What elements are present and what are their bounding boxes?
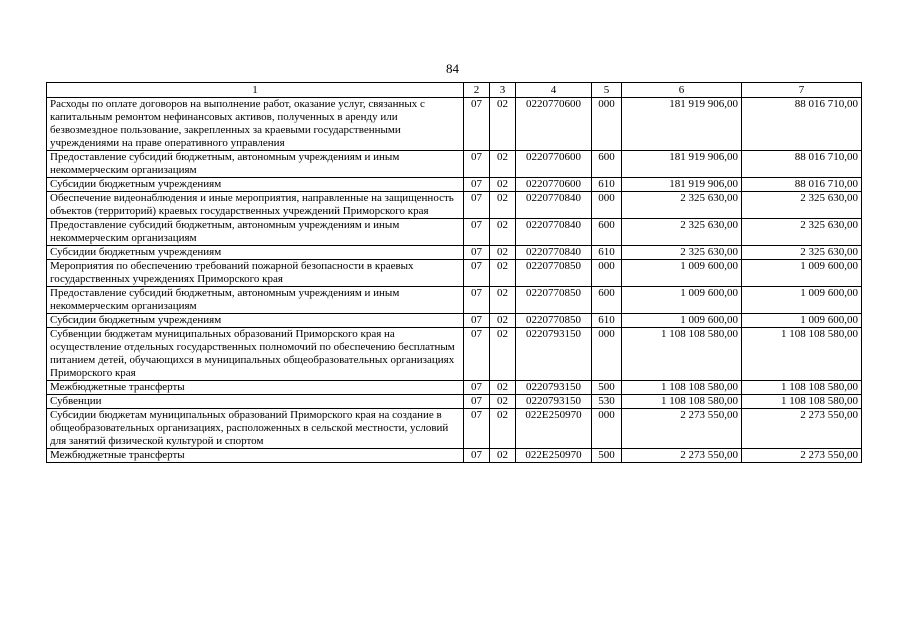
- table-row: [47, 287, 862, 314]
- row-section: 07: [464, 395, 490, 409]
- row-section: 07: [464, 219, 490, 246]
- row-name: Межбюджетные трансферты: [47, 381, 464, 395]
- row-amount-col6: 1 009 600,00: [622, 260, 742, 287]
- header-row: [47, 83, 862, 98]
- row-target-code: 022E250970: [516, 409, 592, 449]
- row-subsection: 02: [490, 246, 516, 260]
- table-row: [47, 219, 862, 246]
- row-subsection: 02: [490, 381, 516, 395]
- row-amount-col7: 88 016 710,00: [742, 178, 862, 192]
- table-row: [47, 260, 862, 287]
- row-target-code: 0220793150: [516, 328, 592, 381]
- row-section: 07: [464, 449, 490, 463]
- row-target-code: 0220770850: [516, 314, 592, 328]
- row-amount-col6: 181 919 906,00: [622, 178, 742, 192]
- table-row: [47, 449, 862, 463]
- row-target-code: 0220770600: [516, 178, 592, 192]
- row-target-code: 0220793150: [516, 395, 592, 409]
- row-subsection: 02: [490, 151, 516, 178]
- row-amount-col7: 88 016 710,00: [742, 98, 862, 151]
- row-expense-type: 530: [592, 395, 622, 409]
- row-amount-col7: 2 325 630,00: [742, 192, 862, 219]
- row-name: Предоставление субсидий бюджетным, автономным учреждениям и иным некоммерческим организациям: [47, 219, 464, 246]
- row-section: 07: [464, 192, 490, 219]
- row-subsection: 02: [490, 98, 516, 151]
- row-section: 07: [464, 287, 490, 314]
- table-row: [47, 98, 862, 151]
- header-col-4: 4: [516, 83, 592, 98]
- row-expense-type: 610: [592, 246, 622, 260]
- row-expense-type: 000: [592, 192, 622, 219]
- header-col-3: 3: [490, 83, 516, 98]
- row-target-code: 0220770600: [516, 98, 592, 151]
- row-amount-col7: 2 273 550,00: [742, 409, 862, 449]
- row-target-code: 0220770600: [516, 151, 592, 178]
- row-expense-type: 000: [592, 409, 622, 449]
- row-amount-col6: 1 108 108 580,00: [622, 381, 742, 395]
- row-amount-col6: 2 273 550,00: [622, 409, 742, 449]
- row-subsection: 02: [490, 192, 516, 219]
- row-name: Субвенции бюджетам муниципальных образований Приморского края на осуществление отдельных государственных полномочий по обеспечению бесплатным питанием детей, обучающихся в муниципальных общеобразовательных организациях Приморского края: [47, 328, 464, 381]
- row-amount-col7: 1 009 600,00: [742, 314, 862, 328]
- row-name: Мероприятия по обеспечению требований пожарной безопасности в краевых государственных учреждениях Приморского края: [47, 260, 464, 287]
- row-section: 07: [464, 246, 490, 260]
- row-amount-col6: 2 325 630,00: [622, 246, 742, 260]
- row-amount-col7: 1 009 600,00: [742, 287, 862, 314]
- row-name: Расходы по оплате договоров на выполнение работ, оказание услуг, связанных с капитальным ремонтом нефинансовых активов, полученных в аренду или безвозмездное пользование, закрепленных за краевыми государственными учреждениями на праве оперативного управления: [47, 98, 464, 151]
- row-amount-col6: 1 108 108 580,00: [622, 328, 742, 381]
- table-row: [47, 192, 862, 219]
- row-target-code: 0220770850: [516, 287, 592, 314]
- table-row: [47, 381, 862, 395]
- row-expense-type: 600: [592, 219, 622, 246]
- row-name: Межбюджетные трансферты: [47, 449, 464, 463]
- row-subsection: 02: [490, 178, 516, 192]
- row-section: 07: [464, 260, 490, 287]
- table-row: [47, 328, 862, 381]
- row-expense-type: 000: [592, 260, 622, 287]
- row-name: Предоставление субсидий бюджетным, автономным учреждениям и иным некоммерческим организациям: [47, 151, 464, 178]
- page-number: 84: [446, 61, 459, 76]
- row-target-code: 0220770840: [516, 246, 592, 260]
- table-row: [47, 246, 862, 260]
- row-amount-col7: 2 273 550,00: [742, 449, 862, 463]
- row-amount-col6: 1 009 600,00: [622, 287, 742, 314]
- row-name: Субсидии бюджетам муниципальных образований Приморского края на создание в общеобразовательных организациях, расположенных в сельской местности, условий для занятий физической культурой и спортом: [47, 409, 464, 449]
- header-col-1: 1: [47, 83, 464, 98]
- row-expense-type: 500: [592, 449, 622, 463]
- row-amount-col7: 1 108 108 580,00: [742, 381, 862, 395]
- table-row: [47, 409, 862, 449]
- row-subsection: 02: [490, 449, 516, 463]
- row-amount-col6: 2 325 630,00: [622, 192, 742, 219]
- row-subsection: 02: [490, 409, 516, 449]
- row-amount-col7: 88 016 710,00: [742, 151, 862, 178]
- row-amount-col6: 1 108 108 580,00: [622, 395, 742, 409]
- row-amount-col6: 181 919 906,00: [622, 98, 742, 151]
- row-subsection: 02: [490, 260, 516, 287]
- row-subsection: 02: [490, 314, 516, 328]
- row-target-code: 0220793150: [516, 381, 592, 395]
- row-name: Предоставление субсидий бюджетным, автономным учреждениям и иным некоммерческим организациям: [47, 287, 464, 314]
- row-expense-type: 610: [592, 314, 622, 328]
- row-amount-col7: 2 325 630,00: [742, 246, 862, 260]
- row-section: 07: [464, 328, 490, 381]
- row-amount-col7: 1 009 600,00: [742, 260, 862, 287]
- row-expense-type: 600: [592, 151, 622, 178]
- row-name: Субвенции: [47, 395, 464, 409]
- row-subsection: 02: [490, 395, 516, 409]
- row-target-code: 022E250970: [516, 449, 592, 463]
- row-subsection: 02: [490, 219, 516, 246]
- row-expense-type: 000: [592, 328, 622, 381]
- row-expense-type: 000: [592, 98, 622, 151]
- row-target-code: 0220770840: [516, 192, 592, 219]
- header-col-2: 2: [464, 83, 490, 98]
- header-col-5: 5: [592, 83, 622, 98]
- row-expense-type: 610: [592, 178, 622, 192]
- table-row: [47, 395, 862, 409]
- row-amount-col7: 2 325 630,00: [742, 219, 862, 246]
- row-name: Субсидии бюджетным учреждениям: [47, 314, 464, 328]
- row-section: 07: [464, 178, 490, 192]
- row-name: Субсидии бюджетным учреждениям: [47, 246, 464, 260]
- row-section: 07: [464, 409, 490, 449]
- row-target-code: 0220770840: [516, 219, 592, 246]
- row-section: 07: [464, 151, 490, 178]
- table-row: [47, 314, 862, 328]
- table-row: [47, 151, 862, 178]
- row-amount-col6: 2 325 630,00: [622, 219, 742, 246]
- row-expense-type: 500: [592, 381, 622, 395]
- header-col-7: 7: [742, 83, 862, 98]
- header-col-6: 6: [622, 83, 742, 98]
- row-amount-col7: 1 108 108 580,00: [742, 328, 862, 381]
- row-amount-col7: 1 108 108 580,00: [742, 395, 862, 409]
- row-subsection: 02: [490, 328, 516, 381]
- row-name: Обеспечение видеонаблюдения и иные мероприятия, направленные на защищенность объектов (территорий) краевых государственных учреждений Приморского края: [47, 192, 464, 219]
- table-row: [47, 178, 862, 192]
- row-expense-type: 600: [592, 287, 622, 314]
- row-section: 07: [464, 98, 490, 151]
- row-amount-col6: 1 009 600,00: [622, 314, 742, 328]
- budget-table: [46, 82, 862, 463]
- row-subsection: 02: [490, 287, 516, 314]
- row-name: Субсидии бюджетным учреждениям: [47, 178, 464, 192]
- row-section: 07: [464, 314, 490, 328]
- row-amount-col6: 2 273 550,00: [622, 449, 742, 463]
- row-target-code: 0220770850: [516, 260, 592, 287]
- row-section: 07: [464, 381, 490, 395]
- row-amount-col6: 181 919 906,00: [622, 151, 742, 178]
